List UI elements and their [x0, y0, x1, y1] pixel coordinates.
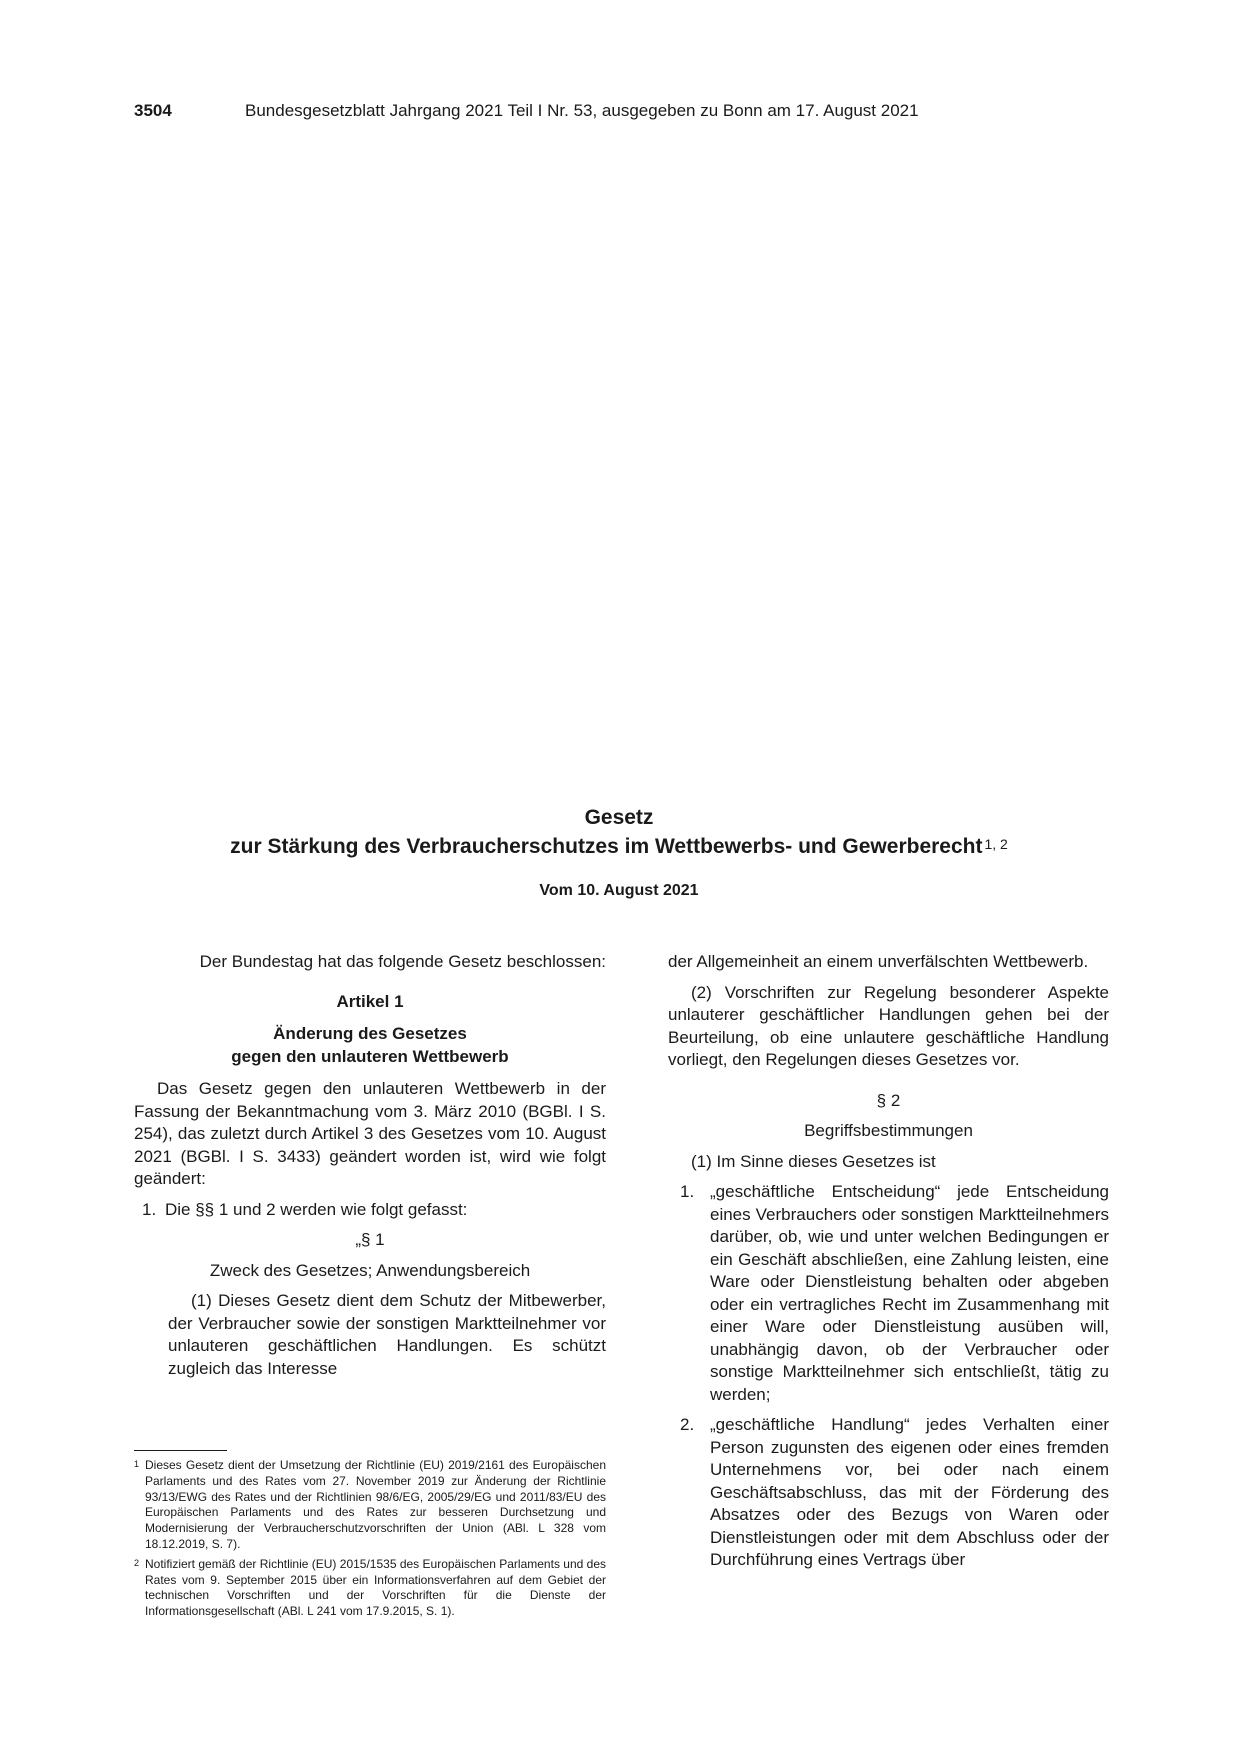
- publication-line: Bundesgesetzblatt Jahrgang 2021 Teil I Nr. 53, ausgegeben zu Bonn am 17. August 2021: [245, 101, 919, 120]
- section-2-intro: (1) Im Sinne dieses Gesetzes ist: [691, 1151, 936, 1171]
- section-1-heading: „§ 1: [355, 1230, 385, 1249]
- law-subtitle-text: zur Stärkung des Verbraucherschutzes im Wettbewerbs- und Gewerberecht: [230, 835, 983, 858]
- law-title-block: [134, 803, 1104, 900]
- definition-1-text: „geschäftliche Entscheidung“ jede Entscheidung eines Verbrauchers oder sonstigen Marktteilnehmers darüber, ob, wie und unter welchen Bedingungen er ein Geschäft abschließen, eine Zahlung leisten, eine Ware oder Dienstleistung behalten oder abgeben oder ein vertragliches Recht im Zusammenhang mit einer Ware oder Dienstleistung ausüben will, unabhängig davon, ob der Verbraucher oder sonstige Marktteilnehmer sich entschließt, tätig zu werden;: [710, 1182, 1109, 1404]
- definition-item: [668, 1181, 1109, 1406]
- section-2-title: Begriffsbestimmungen: [804, 1121, 973, 1140]
- footnote-divider: [134, 1450, 227, 1451]
- article-heading: Artikel 1: [336, 991, 404, 1011]
- page-number: 3504: [134, 101, 172, 120]
- definition-2-text: „geschäftliche Handlung“ jedes Verhalten einer Person zugunsten des eigenen oder eines fremden Unternehmens vor, bei oder nach einem Geschäftsabschluss, das mit der Förderung des Absatzes oder des Bezugs von Waren oder Dienstleistungen oder mit dem Abschluss oder der Durchführung eines Vertrags über: [710, 1415, 1109, 1569]
- law-subtitle: [134, 832, 1104, 863]
- left-column: [134, 951, 606, 1380]
- definition-1-number: 1.: [680, 1182, 695, 1201]
- amendment-item-text: Die §§ 1 und 2 werden wie folgt gefasst:: [165, 1199, 468, 1219]
- article-title: [134, 1023, 606, 1068]
- amendment-item-number: 1.: [142, 1199, 157, 1219]
- law-title: Gesetz: [584, 806, 654, 829]
- section-1-paragraph-1: (1) Dieses Gesetz dient dem Schutz der Mitbewerber, der Verbraucher sowie der sonstigen Marktteilnehmer vor unlauteren geschäftlichen Handlungen. Es schützt zugleich das Interesse: [168, 1291, 606, 1378]
- section-2-heading: § 2: [876, 1090, 901, 1110]
- article-title-line-2: gegen den unlauteren Wettbewerb: [231, 1046, 509, 1066]
- footnote-refs: 1, 2: [984, 836, 1008, 852]
- section-1-title: Zweck des Gesetzes; Anwendungsbereich: [209, 1260, 531, 1280]
- footnote-2: [134, 1557, 606, 1620]
- right-column: [668, 951, 1109, 1580]
- footnote-2-text: Notifiziert gemäß der Richtlinie (EU) 2015/1535 des Europäischen Parlaments und des Rates vom 9. September 2015 über ein Informationsverfahren auf dem Gebiet der technischen Vorschriften und der Vorschriften für die Dienste der Informationsgesellschaft (ABl. L 241 vom 17.9.2015, S. 1).: [145, 1556, 606, 1619]
- definition-2-number: 2.: [680, 1415, 695, 1434]
- definition-item: [668, 1414, 1109, 1572]
- enactment-formula: Der Bundestag hat das folgende Gesetz beschlossen:: [199, 952, 606, 971]
- footnote-1-number: 1: [134, 1459, 140, 1469]
- footnote-1: [134, 1458, 606, 1553]
- section-1-paragraph-2: (2) Vorschriften zur Regelung besonderer Aspekte unlauterer geschäftlicher Handlungen gehen bei der Beurteilung, ob eine unlautere geschäftliche Handlung vorliegt, den Regelungen dieses Gesetzes vor.: [668, 982, 1109, 1069]
- article-body: Das Gesetz gegen den unlauteren Wettbewerb in der Fassung der Bekanntmachung vom 3. März 2010 (BGBl. I S. 254), das zuletzt durch Artikel 3 des Gesetzes vom 10. August 2021 (BGBl. I S. 3433) geändert worden ist, wird wie folgt geändert:: [134, 1079, 606, 1188]
- footnotes: [134, 1458, 606, 1624]
- law-date: Vom 10. August 2021: [539, 882, 699, 899]
- section-1-paragraph-1-continued: der Allgemeinheit an einem unverfälschten Wettbewerb.: [668, 952, 1089, 971]
- amendment-item: [134, 1199, 606, 1222]
- footnote-2-number: 2: [134, 1557, 140, 1568]
- footnote-1-text: Dieses Gesetz dient der Umsetzung der Richtlinie (EU) 2019/2161 des Europäischen Parlaments und des Rates vom 27. November 2019 zur Änderung der Richtlinie 93/13/EWG des Rates und der Richtlinien 98/6/EG, 2005/29/EG und 2011/83/EU des Europäischen Parlaments und des Rates zur besseren Durchsetzung und Modernisierung der Verbraucherschutzvorschriften der Union (ABl. L 328 vom 18.12.2019, S. 7).: [145, 1458, 606, 1551]
- article-title-line-1: Änderung des Gesetzes: [273, 1024, 467, 1043]
